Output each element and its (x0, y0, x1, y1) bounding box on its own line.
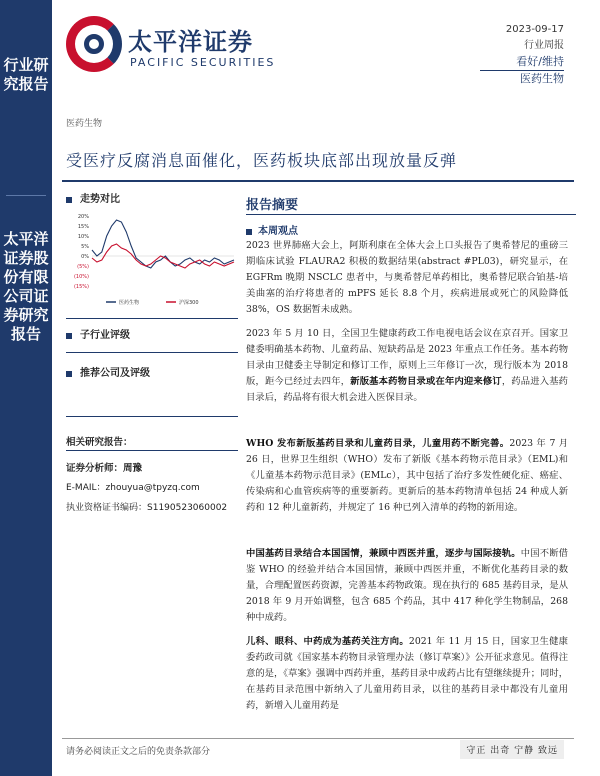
paragraph-2: 2023 年 5 月 10 日，全国卫生健康药政工作电视电话会议在京召开。国家卫健委明确基本药物、儿童药品、短缺药品是 2023 年重点工作任务。基本药物目录由卫健委主导制定和修订工作，原则上三年修订一次，现行版本为 2018 版，距今已经过去四年，新版基本药物目录或在年内迎来修订，药品进入基药目录后，药品将有很大机会进入医保目录。 (246, 328, 568, 404)
y-tick-label: 0% (81, 254, 89, 260)
logo-cn-name: 太平洋证券 (128, 28, 253, 56)
y-tick-label: 5% (81, 244, 89, 250)
section-divider (66, 318, 238, 319)
analyst-license: 执业资格证书编码：S1190523060002 (66, 503, 228, 513)
bullet-square-icon (66, 333, 72, 339)
summary-divider (246, 214, 576, 215)
recommend-title: 推荐公司及评级 (66, 364, 150, 379)
chart-legend (106, 299, 199, 306)
report-type: 行业周报 (524, 40, 564, 51)
title-divider (62, 180, 574, 182)
section-divider (66, 416, 238, 417)
sidebar-divider (6, 195, 46, 196)
sidebar (0, 0, 52, 776)
industry-name: 医药生物 (520, 72, 564, 85)
trend-section-title: 走势对比 (66, 190, 120, 205)
y-tick-label: (15%) (73, 284, 89, 290)
related-research-title: 相关研究报告： (66, 437, 133, 448)
series-lines (92, 220, 234, 268)
y-axis-ticks (74, 214, 234, 290)
sub-rating-title: 子行业评级 (66, 326, 130, 341)
analyst-email: E-MAIL：zhouyua@tpyzq.com (66, 483, 200, 493)
y-tick-label: 10% (77, 234, 89, 240)
footer-divider (62, 738, 574, 739)
paragraph-1: 2023 世界肺癌大会上，阿斯利康在全体大会上口头报告了奥希替尼的重磅三期临床试验 FLAURA2 积极的数据结果(abstract #PL03)，研究显示，在 EGFRm 晚期 NSCLC 患者中，与奥希替尼单药相比，奥希替尼联合铂基-培美曲塞的治疗将患者的 mPFS 延长 8.8 个月，疾病进展或死亡的风险降低 38%，OS 数据暂未成熟。 (246, 240, 568, 316)
report-date: 2023-09-17 (505, 24, 564, 35)
summary-title: 报告摘要 (246, 198, 299, 213)
section-divider (66, 352, 238, 353)
weekly-view-title: 本周观点 (246, 222, 298, 237)
legend-label: 医药生物 (119, 300, 140, 306)
industry-rating: 看好/维持 (516, 55, 564, 68)
sidebar-report-category: 行业研究报告 (3, 56, 49, 93)
y-tick-label: 20% (77, 214, 89, 220)
trend-chart (66, 210, 238, 310)
logo-core-icon (84, 34, 104, 54)
bullet-square-icon (66, 197, 72, 203)
page-title: 受医疗反腐消息面催化，医药板块底部出现放量反弹 (66, 151, 458, 170)
paragraph-4: 中国基药目录结合本国国情，兼顾中西医并重，逐步与国际接轨。中国不断借鉴 WHO 的经验并结合本国国情，兼顾中西医并重，不断优化基药目录的数量，合理配置医药资源，完善基本药物政策。现在执行的 685 基药目录，是从 2018 年 9 月开始调整，包含 685 个药品，其中 417 种化学生物制品，268 种中成药。 (246, 548, 568, 624)
logo-en-name: PACIFIC SECURITIES (130, 56, 276, 69)
paragraph-5: 儿科、眼科、中药成为基药关注方向。2021 年 11 月 15 日，国家卫生健康委药政司就《国家基本药物目录管理办法（修订草案）》公开征求意见。值得注意的是，《草案》强调中西药并重，基药目录中成药占比有望继续提升；同时，在基药目录范围中新纳入了儿童用药目录，以往的基药目录中都没有儿童用药，新增入儿童用药是 (246, 636, 568, 712)
sidebar-company-label: 太平洋证券股份有限公司证券研究报告 (3, 230, 49, 343)
bullet-square-icon (66, 371, 72, 377)
disclaimer-note: 请务必阅读正文之后的免责条款部分 (66, 747, 211, 757)
company-logo (66, 16, 276, 86)
breadcrumb: 医药生物 (66, 119, 103, 129)
y-tick-label: 15% (77, 224, 89, 230)
section-divider (66, 450, 238, 451)
bullet-square-icon (246, 229, 252, 235)
legend-label: 沪深300 (179, 300, 199, 306)
report-meta (480, 22, 564, 87)
y-tick-label: (10%) (73, 274, 89, 280)
analyst-name: 证券分析师：周豫 (66, 463, 143, 474)
paragraph-3: WHO 发布新版基药目录和儿童药目录，儿童用药不断完善。2023 年 7 月 26 日，世界卫生组织（WHO）发布了新版《基本药物示范目录》（EML)和《儿童基本药物示范目录》(EMLc），其中包括了治疗多发性硬化症、癌症、传染病和心血管疾病等的重要新药。更新后的基本药物清单包括 24 种成人新药和 12 种儿童新药，并规定了 16 种已列入清单的药物的新用途。 (246, 438, 568, 514)
company-motto: 守正 出奇 宁静 致远 (460, 740, 564, 759)
y-tick-label: (5%) (77, 264, 89, 270)
series-line-医药生物 (92, 220, 234, 268)
